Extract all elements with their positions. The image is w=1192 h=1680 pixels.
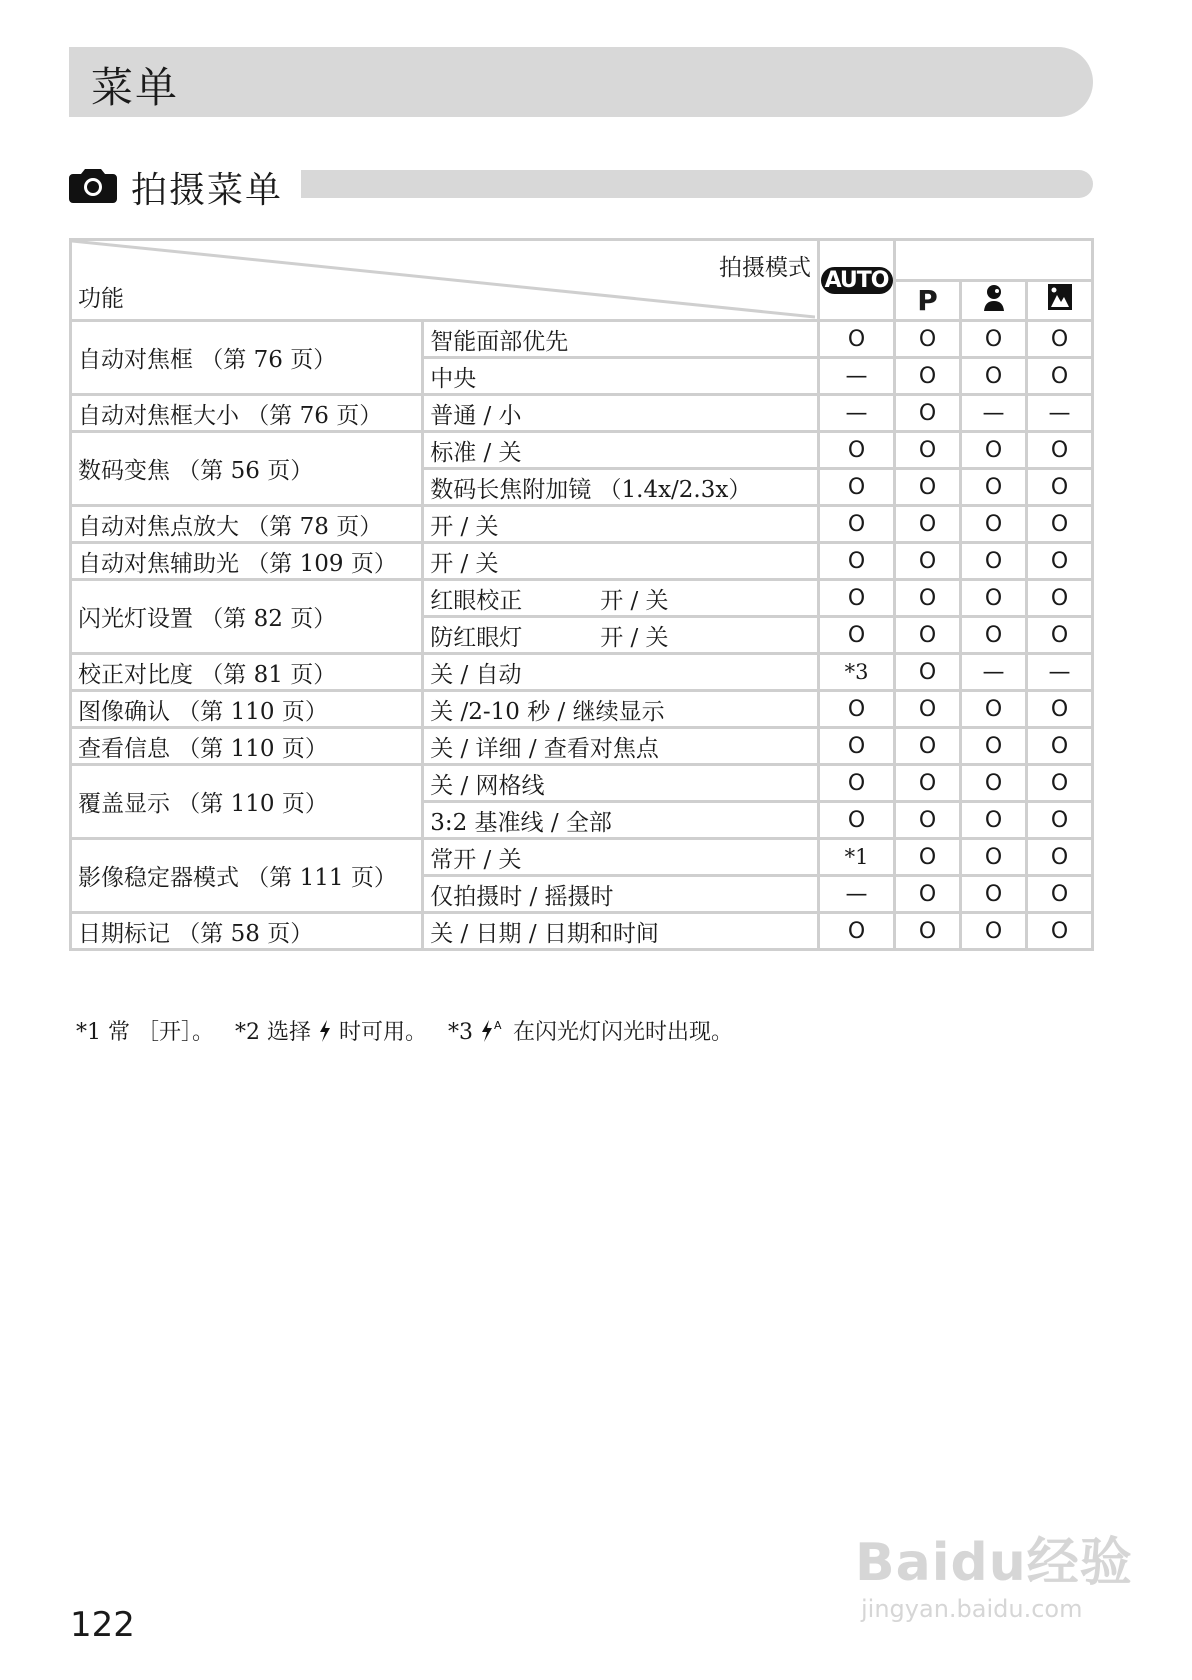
availability-mark: O [819, 469, 895, 506]
option-label: 中央 [430, 365, 477, 392]
footnote-1: *1 常 ［开］。 [76, 1020, 214, 1045]
option-label: 关 / 自动 [430, 661, 522, 688]
availability-mark: O [819, 691, 895, 728]
section-header [69, 160, 1093, 211]
table-row [71, 580, 1093, 617]
header-diagonal [72, 241, 815, 319]
function-cell: 数码变焦 （第 56 页） [71, 432, 423, 506]
option-label: 关 / 网格线 [430, 772, 545, 799]
availability-mark: O [819, 321, 895, 358]
availability-mark: O [895, 691, 961, 728]
footnote-2-prefix: *2 选择 [234, 1020, 311, 1045]
availability-mark: O [1027, 802, 1093, 839]
availability-mark: O [961, 802, 1027, 839]
table-row [71, 654, 1093, 691]
footnote-3-suffix: 在闪光灯闪光时出现。 [512, 1020, 733, 1045]
function-cell: 影像稳定器模式 （第 111 页） [71, 839, 423, 913]
availability-mark: O [819, 543, 895, 580]
mode-landscape-header [1027, 280, 1093, 321]
footnote-3-prefix: *3 [447, 1020, 473, 1045]
availability-mark: O [1027, 691, 1093, 728]
header-function-label: 功能 [78, 286, 124, 312]
option-label: 智能面部优先 [430, 328, 569, 355]
function-cell: 闪光灯设置 （第 82 页） [71, 580, 423, 654]
availability-mark: O [895, 321, 961, 358]
availability-mark: O [961, 728, 1027, 765]
watermark [855, 1520, 1133, 1623]
option-label: 标准 / 关 [430, 439, 522, 466]
availability-mark: O [1027, 913, 1093, 950]
availability-mark: O [895, 617, 961, 654]
availability-mark: O [895, 469, 961, 506]
auto-mode-icon: AUTO [821, 267, 893, 294]
function-cell: 自动对焦框 （第 76 页） [71, 321, 423, 395]
availability-mark: O [961, 580, 1027, 617]
availability-mark: O [895, 802, 961, 839]
portrait-icon [981, 283, 1007, 311]
availability-mark: O [961, 358, 1027, 395]
availability-mark: O [895, 432, 961, 469]
availability-mark: — [819, 395, 895, 432]
availability-mark: O [895, 543, 961, 580]
option-label: 关 / 详细 / 查看对焦点 [430, 735, 659, 762]
option-cell [423, 654, 819, 691]
function-cell: 图像确认 （第 110 页） [71, 691, 423, 728]
mode-auto-header [819, 240, 895, 321]
option-label: 仅拍摄时 / 摇摄时 [430, 883, 614, 910]
availability-mark: — [961, 654, 1027, 691]
mode-portrait-header [961, 280, 1027, 321]
watermark-logo: Baidu经验 [855, 1533, 1133, 1593]
option-cell [423, 469, 819, 506]
table-row [71, 839, 1093, 876]
option-cell [423, 802, 819, 839]
table-row [71, 691, 1093, 728]
option-cell [423, 580, 819, 617]
availability-mark: O [819, 728, 895, 765]
availability-mark: O [1027, 580, 1093, 617]
menu-table [69, 238, 1094, 951]
camera-icon [69, 165, 117, 203]
flash-icon [318, 1020, 332, 1042]
availability-mark: O [819, 765, 895, 802]
availability-mark: O [1027, 506, 1093, 543]
watermark-url: jingyan.baidu.com [861, 1595, 1083, 1623]
availability-mark: O [961, 913, 1027, 950]
option-label: 红眼校正 [430, 587, 523, 614]
availability-mark: O [895, 654, 961, 691]
function-cell: 自动对焦框大小 （第 76 页） [71, 395, 423, 432]
option-label: 防红眼灯 [430, 624, 523, 651]
availability-mark: O [819, 580, 895, 617]
footnote-2-suffix: 时可用。 [338, 1020, 427, 1045]
availability-mark: O [961, 876, 1027, 913]
availability-mark: O [1027, 876, 1093, 913]
option-cell [423, 728, 819, 765]
availability-mark: O [1027, 765, 1093, 802]
option-label: 关 /2-10 秒 / 继续显示 [430, 698, 665, 725]
availability-mark: O [961, 469, 1027, 506]
availability-mark: O [895, 506, 961, 543]
table-row [71, 395, 1093, 432]
availability-mark: — [1027, 654, 1093, 691]
option-label: 数码长焦附加镜 （1.4x/2.3x） [430, 476, 752, 503]
availability-mark: *1 [819, 839, 895, 876]
table-row [71, 543, 1093, 580]
availability-mark: O [895, 728, 961, 765]
table-row [71, 321, 1093, 358]
availability-mark: O [1027, 321, 1093, 358]
availability-mark: O [819, 913, 895, 950]
page-header [69, 47, 1093, 117]
availability-mark: O [819, 802, 895, 839]
availability-mark: O [895, 839, 961, 876]
availability-mark: O [1027, 839, 1093, 876]
availability-mark: — [961, 395, 1027, 432]
availability-mark: O [961, 506, 1027, 543]
option-cell [423, 876, 819, 913]
option-cell [423, 358, 819, 395]
availability-mark: O [961, 839, 1027, 876]
option-cell [423, 432, 819, 469]
option-cell [423, 543, 819, 580]
availability-mark: O [819, 617, 895, 654]
table-row [71, 728, 1093, 765]
function-cell: 自动对焦点放大 （第 78 页） [71, 506, 423, 543]
availability-mark: O [961, 617, 1027, 654]
availability-mark: O [1027, 432, 1093, 469]
function-cell: 校正对比度 （第 81 页） [71, 654, 423, 691]
availability-mark: O [895, 580, 961, 617]
table-row [71, 913, 1093, 950]
availability-mark: *3 [819, 654, 895, 691]
availability-mark: O [895, 876, 961, 913]
table-header-corner [71, 240, 819, 321]
table-body [71, 321, 1093, 950]
page-number: 122 [70, 1605, 135, 1645]
availability-mark: O [961, 765, 1027, 802]
function-cell: 自动对焦辅助光 （第 109 页） [71, 543, 423, 580]
availability-mark: — [1027, 395, 1093, 432]
availability-mark: O [961, 543, 1027, 580]
availability-mark: — [819, 358, 895, 395]
availability-mark: O [819, 506, 895, 543]
option-cell [423, 913, 819, 950]
option-label: 常开 / 关 [430, 846, 522, 873]
availability-mark: O [895, 395, 961, 432]
availability-mark: O [1027, 358, 1093, 395]
availability-mark: O [1027, 617, 1093, 654]
option-cell [423, 691, 819, 728]
availability-mark: O [1027, 469, 1093, 506]
availability-mark: O [895, 358, 961, 395]
availability-mark: O [1027, 543, 1093, 580]
p-mode-icon: P [917, 283, 938, 317]
option-label: 开 / 关 [430, 550, 499, 577]
availability-mark: O [895, 913, 961, 950]
mode-group-header [895, 240, 1093, 281]
option-cell [423, 839, 819, 876]
option-label: 开 / 关 [430, 513, 499, 540]
option-cell [423, 765, 819, 802]
option-cell [423, 617, 819, 654]
function-cell: 日期标记 （第 58 页） [71, 913, 423, 950]
svg-text:A: A [493, 1019, 502, 1032]
page-title: 菜单 [91, 63, 180, 112]
availability-mark: O [961, 432, 1027, 469]
availability-mark: O [1027, 728, 1093, 765]
mode-p-header [895, 280, 961, 321]
availability-mark: O [961, 691, 1027, 728]
availability-mark: — [819, 876, 895, 913]
option-cell [423, 321, 819, 358]
function-cell: 查看信息 （第 110 页） [71, 728, 423, 765]
availability-mark: O [961, 321, 1027, 358]
availability-mark: O [895, 765, 961, 802]
section-bar [301, 170, 1093, 198]
availability-mark: O [819, 432, 895, 469]
option-label: 关 / 日期 / 日期和时间 [430, 920, 659, 947]
option-cell [423, 506, 819, 543]
flash-auto-icon [480, 1018, 506, 1042]
table-row [71, 765, 1093, 802]
option-label: 3:2 基准线 / 全部 [430, 809, 612, 836]
footnote [76, 1015, 733, 1046]
option-value: 开 / 关 [600, 624, 669, 651]
header-mode-label: 拍摄模式 [719, 255, 812, 281]
table-row [71, 432, 1093, 469]
option-cell [423, 395, 819, 432]
option-value: 开 / 关 [600, 587, 669, 614]
landscape-icon [1047, 283, 1073, 311]
section-title: 拍摄菜单 [131, 170, 284, 211]
function-cell: 覆盖显示 （第 110 页） [71, 765, 423, 839]
table-row [71, 506, 1093, 543]
option-label: 普通 / 小 [430, 402, 522, 429]
